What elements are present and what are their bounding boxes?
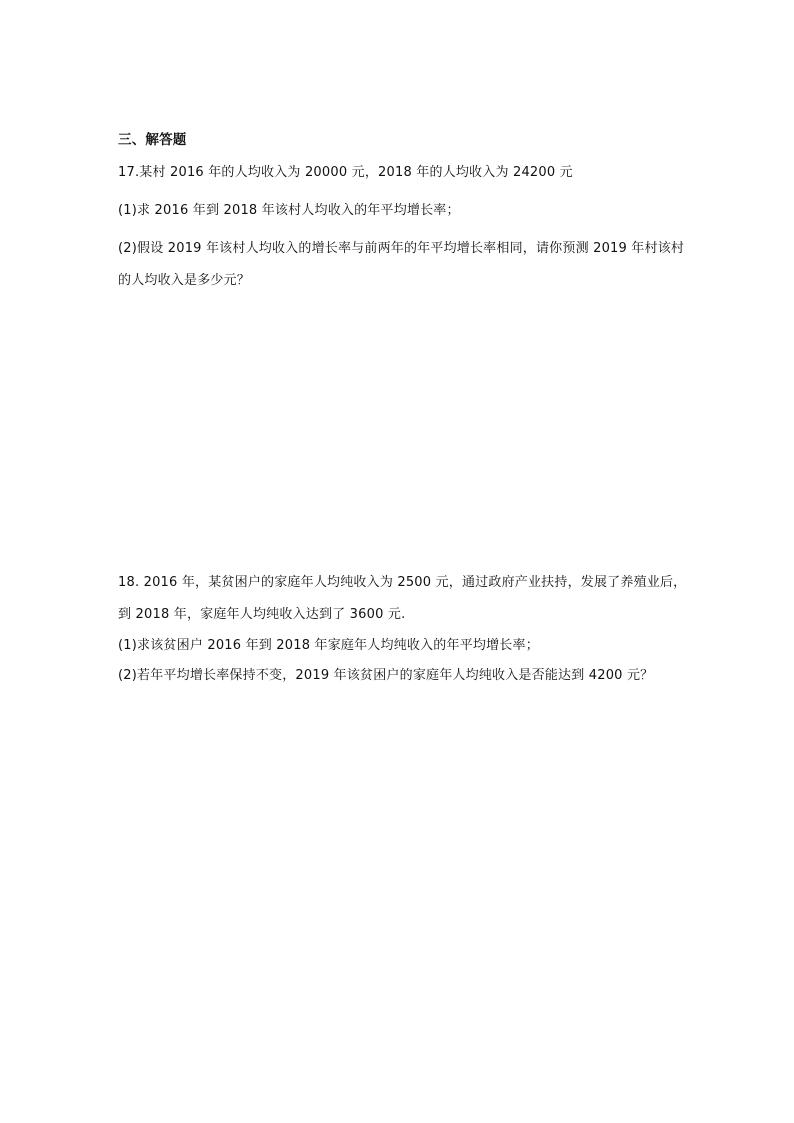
section-title: 三、解答题	[118, 132, 187, 148]
question-17-part-1: (1)求 2016 年到 2018 年该村人均收入的年平均增长率；	[118, 203, 460, 218]
question-17-part-2: (2)假设 2019 年该村人均收入的增长率与前两年的年平均增长率相同，请你预测 2019 年村该村	[118, 241, 685, 256]
question-17-part-2-continued: 的人均收入是多少元？	[118, 273, 251, 288]
question-18-part-2: (2)若年平均增长率保持不变，2019 年该贫困户的家庭年人均纯收入是否能达到 4200 元？	[118, 668, 654, 683]
question-18-part-1: (1)求该贫困户 2016 年到 2018 年家庭年人均纯收入的年平均增长率；	[118, 638, 539, 653]
question-18-stem: 18. 2016 年，某贫困户的家庭年人均纯收入为 2500 元，通过政府产业扶持，发展了养殖业后，	[118, 575, 687, 590]
question-17-stem: 17.某村 2016 年的人均收入为 20000 元，2018 年的人均收入为 24200 元	[118, 165, 573, 180]
question-18-stem-continued: 到 2018 年，家庭年人均纯收入达到了 3600 元.	[118, 607, 406, 622]
